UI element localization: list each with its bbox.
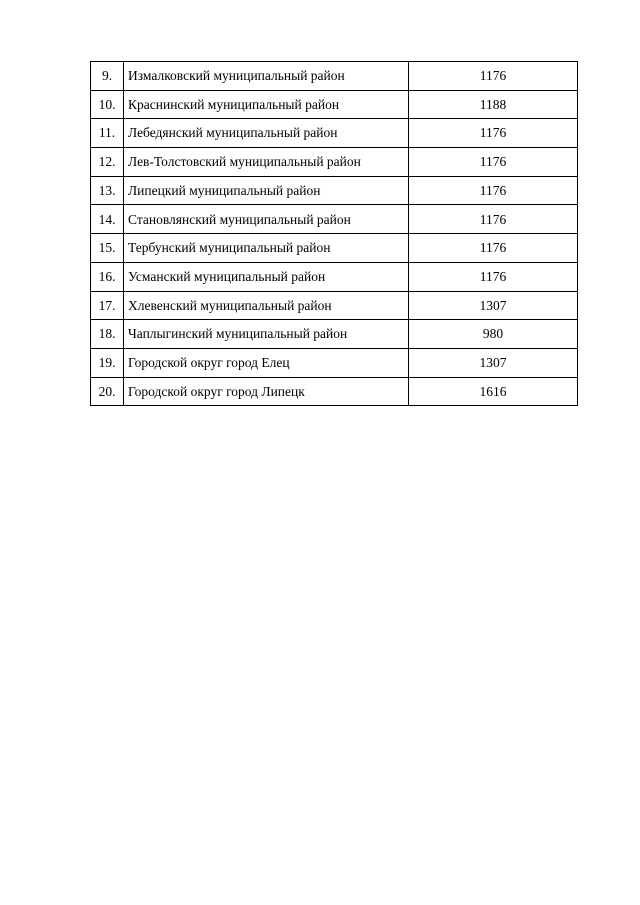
table-row	[91, 62, 578, 91]
district-name: Липецкий муниципальный район	[124, 176, 409, 205]
row-value: 980	[409, 320, 578, 349]
table-row	[91, 291, 578, 320]
table-row	[91, 320, 578, 349]
row-value: 1176	[409, 262, 578, 291]
table-body	[91, 62, 578, 406]
row-value: 1307	[409, 348, 578, 377]
district-name: Городской округ город Липецк	[124, 377, 409, 406]
district-name: Краснинский муниципальный район	[124, 90, 409, 119]
table-row	[91, 234, 578, 263]
district-name: Усманский муниципальный район	[124, 262, 409, 291]
table-row	[91, 348, 578, 377]
data-table	[90, 61, 578, 406]
table-row	[91, 377, 578, 406]
row-value: 1307	[409, 291, 578, 320]
district-name: Измалковский муниципальный район	[124, 62, 409, 91]
district-name: Становлянский муниципальный район	[124, 205, 409, 234]
row-value: 1616	[409, 377, 578, 406]
district-name: Тербунский муниципальный район	[124, 234, 409, 263]
district-name: Лев-Толстовский муниципальный район	[124, 148, 409, 177]
row-value: 1176	[409, 205, 578, 234]
table-row	[91, 90, 578, 119]
district-name: Городской округ город Елец	[124, 348, 409, 377]
row-number: 9.	[91, 62, 124, 91]
row-number: 11.	[91, 119, 124, 148]
row-number: 13.	[91, 176, 124, 205]
row-value: 1188	[409, 90, 578, 119]
row-number: 10.	[91, 90, 124, 119]
row-value: 1176	[409, 119, 578, 148]
table-row	[91, 205, 578, 234]
row-number: 14.	[91, 205, 124, 234]
table-row	[91, 262, 578, 291]
table-row	[91, 148, 578, 177]
row-number: 16.	[91, 262, 124, 291]
row-value: 1176	[409, 176, 578, 205]
table-row	[91, 176, 578, 205]
table-row	[91, 119, 578, 148]
row-value: 1176	[409, 234, 578, 263]
row-number: 17.	[91, 291, 124, 320]
row-number: 12.	[91, 148, 124, 177]
district-name: Хлевенский муниципальный район	[124, 291, 409, 320]
row-number: 18.	[91, 320, 124, 349]
row-value: 1176	[409, 148, 578, 177]
row-number: 19.	[91, 348, 124, 377]
row-value: 1176	[409, 62, 578, 91]
row-number: 20.	[91, 377, 124, 406]
district-name: Лебедянский муниципальный район	[124, 119, 409, 148]
row-number: 15.	[91, 234, 124, 263]
district-name: Чаплыгинский муниципальный район	[124, 320, 409, 349]
